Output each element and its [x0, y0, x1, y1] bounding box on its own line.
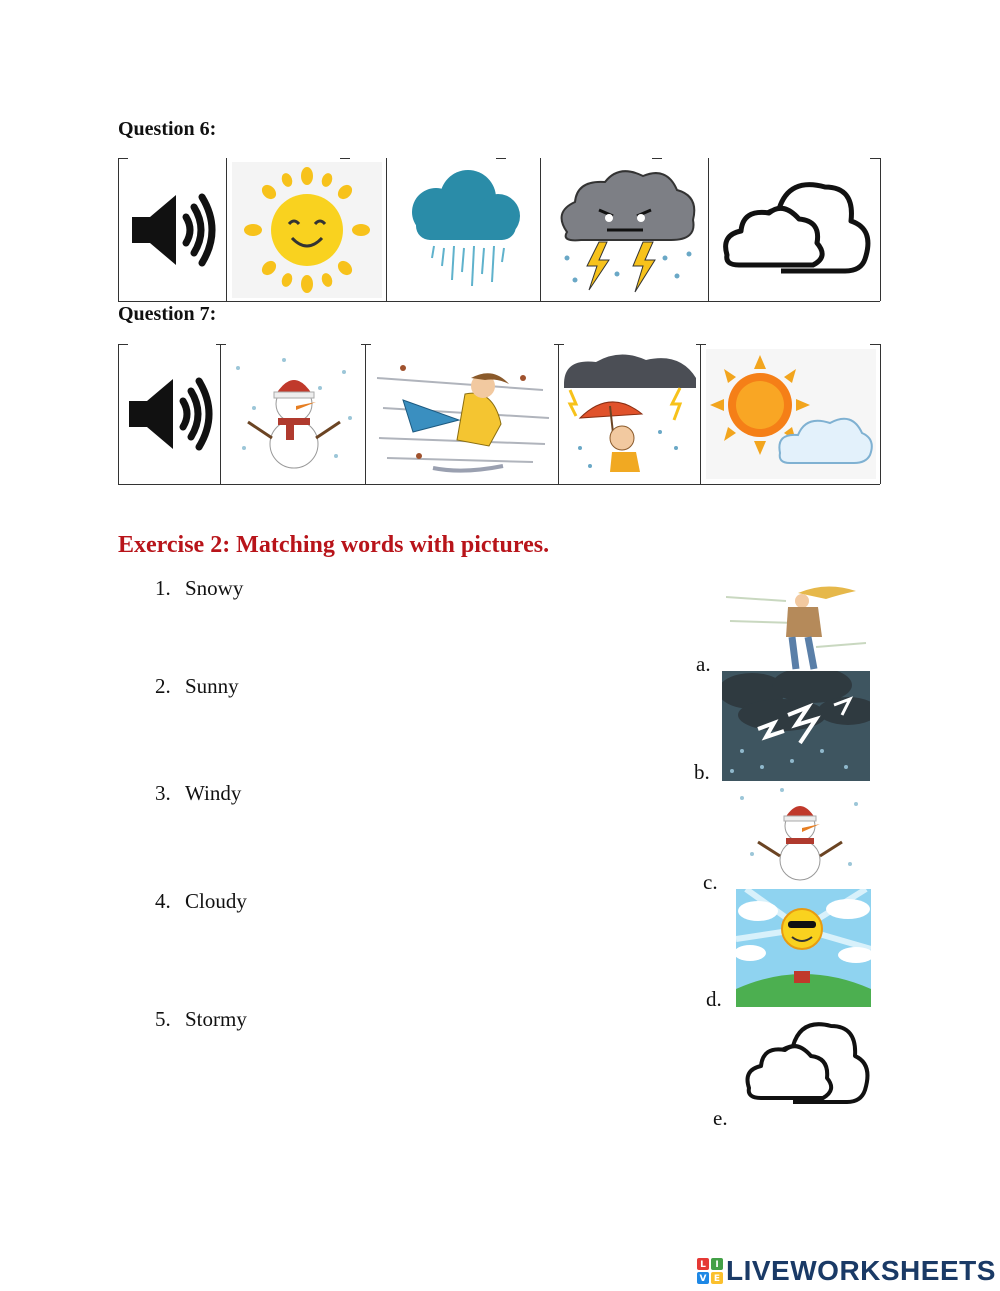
stormy-umbrella-boy-icon — [560, 348, 700, 480]
audio-play-button[interactable] — [118, 158, 227, 301]
thunderstorm-icon — [547, 162, 703, 298]
liveworksheets-logo-icon — [697, 1258, 723, 1284]
option-rain[interactable] — [386, 158, 541, 301]
word-item-cloudy[interactable]: 4. Cloudy — [155, 889, 247, 913]
question-6-options — [118, 158, 880, 302]
word-item-windy[interactable]: 3. Windy — [155, 781, 242, 805]
audio-play-button[interactable] — [118, 344, 221, 484]
word-item-stormy[interactable]: 5. Stormy — [155, 1007, 247, 1031]
svg-text:I: I — [715, 1260, 719, 1270]
option-thunderstorm[interactable] — [540, 158, 709, 301]
option-snowman[interactable] — [220, 344, 366, 484]
option-windy[interactable] — [365, 344, 559, 484]
windy-person-icon — [373, 348, 553, 480]
speaker-icon — [125, 373, 215, 455]
sun-icon — [232, 162, 382, 298]
picture-a[interactable] — [726, 577, 870, 671]
snowman-icon — [732, 784, 870, 886]
option-cloudy[interactable] — [708, 158, 881, 301]
picture-e[interactable] — [741, 1010, 871, 1126]
picture-d[interactable] — [736, 889, 871, 1007]
speaker-icon — [128, 189, 218, 271]
picture-c[interactable] — [732, 784, 870, 886]
svg-text:L: L — [700, 1260, 706, 1270]
option-stormy[interactable] — [558, 344, 701, 484]
picture-letter-b: b. — [694, 760, 710, 784]
lightning-storm-icon — [722, 671, 870, 781]
picture-letter-c: c. — [703, 870, 718, 894]
exercise-2-title: Exercise 2: Matching words with pictures. — [118, 532, 550, 558]
question-6-label: Question 6: — [118, 118, 217, 140]
sunny-sky-icon — [736, 889, 871, 1007]
rain-cloud-icon — [394, 162, 534, 298]
svg-text:V: V — [699, 1274, 707, 1284]
cloudy-icon — [717, 165, 873, 295]
picture-letter-d: d. — [706, 987, 722, 1011]
picture-b[interactable] — [722, 671, 870, 781]
svg-text:E: E — [713, 1274, 721, 1284]
picture-letter-e: e. — [713, 1106, 728, 1130]
snowman-icon — [224, 348, 364, 480]
liveworksheets-logo[interactable] — [697, 1255, 996, 1287]
cloudy-icon — [741, 1010, 871, 1126]
picture-letter-a: a. — [696, 652, 711, 676]
logo-text: LIVEWORKSHEETS — [726, 1255, 996, 1286]
windy-woman-icon — [726, 577, 870, 671]
word-item-snowy[interactable]: 1. Snowy — [155, 576, 244, 600]
question-7-label: Question 7: — [118, 303, 217, 325]
word-item-sunny[interactable]: 2. Sunny — [155, 674, 239, 698]
question-7-options — [118, 344, 880, 485]
option-sun-and-cloud[interactable] — [700, 344, 881, 484]
option-sun[interactable] — [226, 158, 387, 301]
sun-and-cloud-icon — [706, 349, 876, 479]
